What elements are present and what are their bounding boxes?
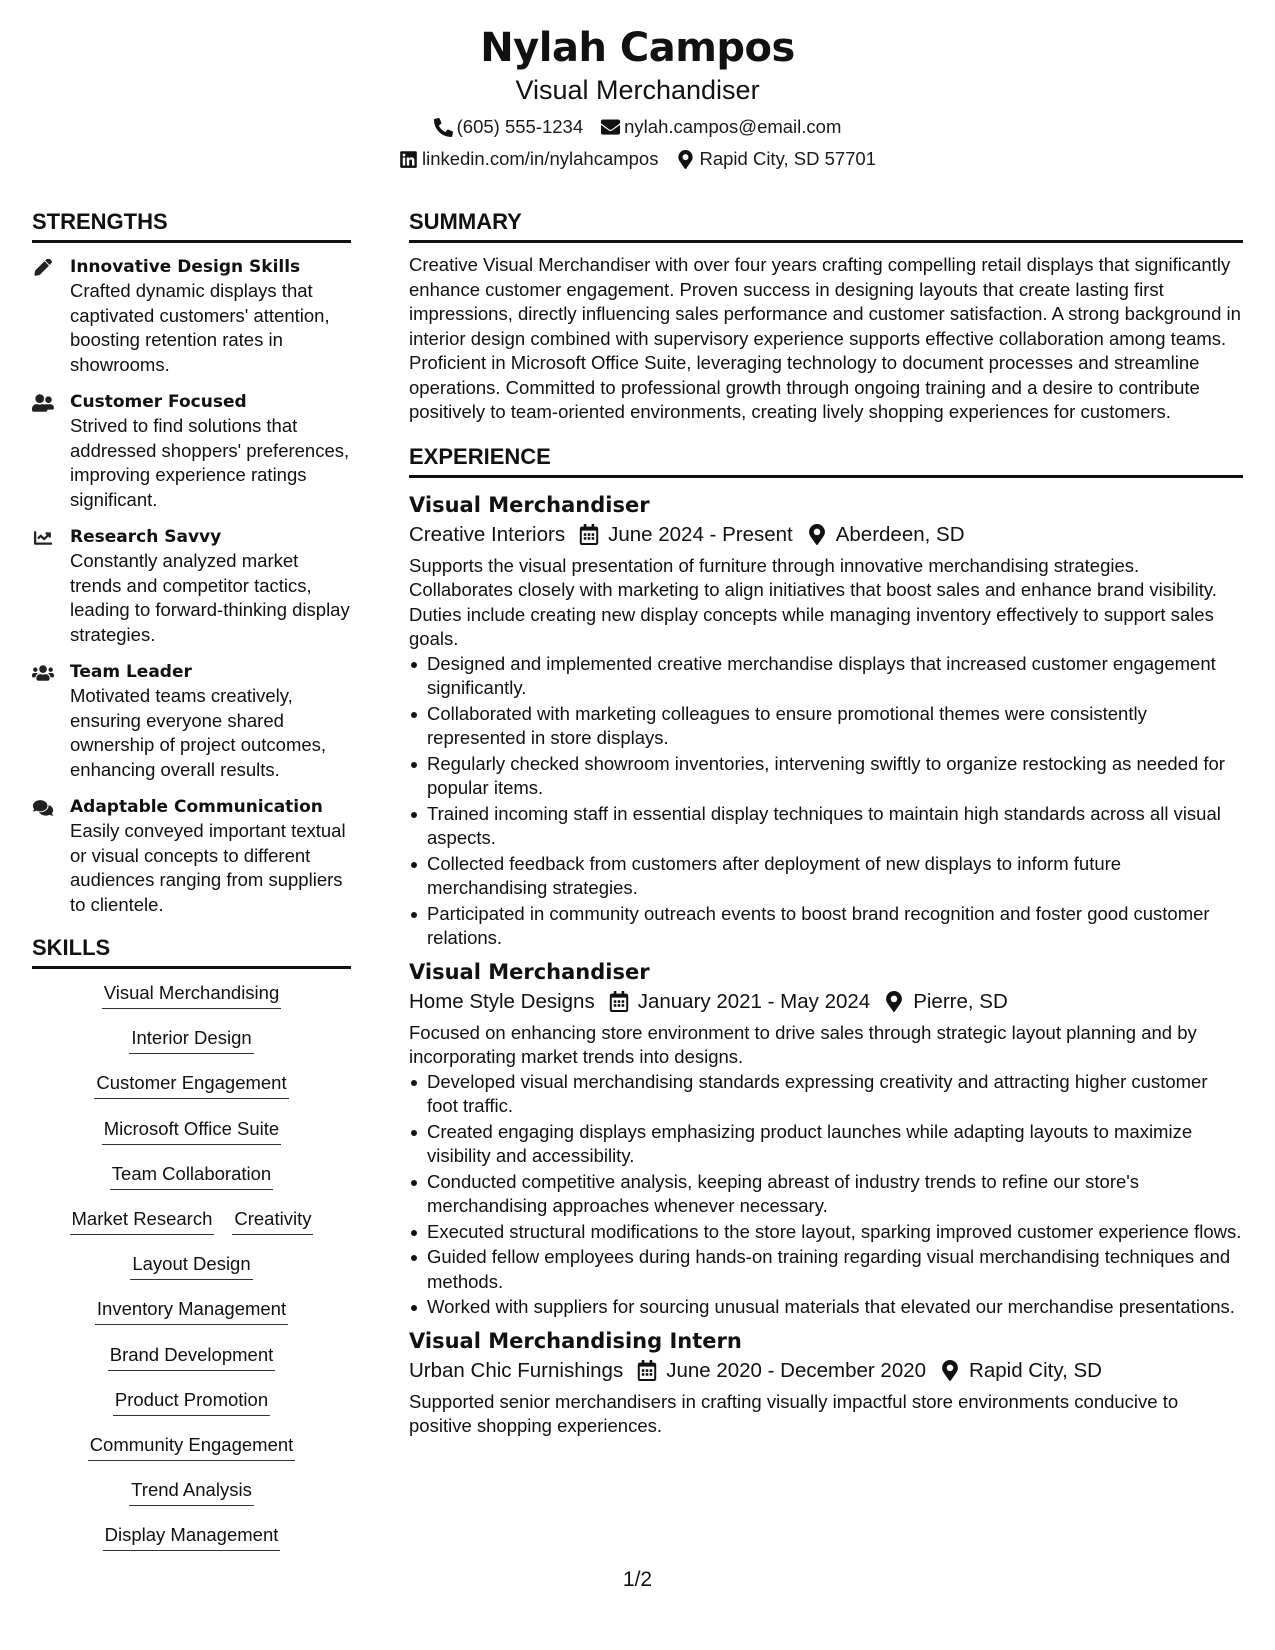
summary-text: Creative Visual Merchandiser with over four years crafting compelling retail displays that significantly enhance customer engagement. Proven success in designing layouts that create lasting first impressions, directly influencing sales performance and customer satisfaction. A strong background in interior design combined with supervisory experience supports effective collaboration among teams. Proficient in Microsoft Office Suite, leveraging technology to document processes and streamline operations. Committed to professional growth through ongoing training and a desire to contribute positively to team-oriented environments, creating lively shopping experiences for customers. bbox=[409, 254, 1241, 422]
strength-desc: Motivated teams creatively, ensuring everyone shared ownership of project outcomes, enhancing overall results. bbox=[70, 685, 327, 780]
candidate-name: Nylah Campos bbox=[480, 25, 795, 71]
contact-row-1 bbox=[0, 116, 1275, 138]
skill-tag: Market Research bbox=[70, 1207, 215, 1235]
strength-desc: Constantly analyzed market trends and competitor tactics, leading to forward-thinking display strategies. bbox=[70, 550, 350, 645]
location-text: Rapid City, SD 57701 bbox=[699, 148, 877, 169]
strength-item bbox=[32, 255, 351, 377]
skill-tag: Creativity bbox=[232, 1207, 313, 1235]
bullet-item: Designed and implemented creative merchandise displays that increased customer engagement significantly. bbox=[409, 652, 1243, 701]
skills-list bbox=[32, 981, 351, 1568]
job-description: Supported senior merchandisers in crafting visually impactful store environments conducive to positive shopping experiences. bbox=[409, 1390, 1179, 1436]
strength-item bbox=[32, 525, 351, 647]
job-description: Supports the visual presentation of furniture through innovative merchandising strategies. Collaborates closely with marketing to align initiatives that boost sales and enhance brand visibility. Duties include creating new display concepts while managing inventory effectively to support sales goals. bbox=[409, 554, 1217, 649]
skill-tag: Microsoft Office Suite bbox=[102, 1117, 281, 1145]
skill-tag: Product Promotion bbox=[113, 1388, 270, 1416]
phone-contact bbox=[434, 116, 584, 138]
resume-header bbox=[0, 22, 1275, 170]
page-number: 1/2 bbox=[622, 1568, 653, 1591]
candidate-title: Visual Merchandiser bbox=[515, 75, 760, 105]
pencil-icon bbox=[32, 255, 70, 377]
strength-item bbox=[32, 795, 351, 917]
job-title: Visual Merchandiser bbox=[409, 959, 650, 984]
strength-title: Innovative Design Skills bbox=[70, 257, 301, 277]
strength-item bbox=[32, 660, 351, 782]
job-location: Rapid City, SD bbox=[969, 1358, 1102, 1382]
job-dates: January 2021 - May 2024 bbox=[637, 989, 871, 1013]
strength-title: Research Savvy bbox=[70, 527, 222, 547]
job-entry bbox=[409, 1326, 1243, 1439]
job-meta bbox=[409, 987, 1243, 1017]
summary-heading: SUMMARY bbox=[409, 204, 1243, 243]
calendar-icon bbox=[637, 1360, 657, 1381]
skill-tag: Visual Merchandising bbox=[102, 981, 282, 1009]
bullet-item: Executed structural modifications to the store layout, sparking improved customer experience flows. bbox=[409, 1220, 1243, 1245]
skill-tag: Customer Engagement bbox=[94, 1071, 288, 1099]
skill-tag: Display Management bbox=[103, 1523, 281, 1551]
strength-desc: Easily conveyed important textual or visual concepts to different audiences ranging from suppliers to clientele. bbox=[70, 820, 346, 915]
bullet-item: Developed visual merchandising standards expressing creativity and attracting higher customer foot traffic. bbox=[409, 1070, 1243, 1119]
bullet-item: Collected feedback from customers after deployment of new displays to inform future merchandising strategies. bbox=[409, 852, 1243, 901]
job-dates: June 2024 - Present bbox=[608, 522, 793, 546]
team-icon bbox=[32, 660, 70, 782]
calendar-icon bbox=[609, 991, 629, 1012]
job-meta bbox=[409, 1356, 1243, 1386]
skill-tag: Interior Design bbox=[129, 1026, 253, 1054]
strength-title: Adaptable Communication bbox=[70, 797, 323, 817]
bullet-item: Created engaging displays emphasizing product launches while adapting layouts to maximize visibility and accessibility. bbox=[409, 1120, 1243, 1169]
contact-row-2 bbox=[0, 148, 1275, 170]
job-location: Aberdeen, SD bbox=[835, 522, 965, 546]
bullet-item: Collaborated with marketing colleagues to ensure promotional themes were consistently represented in store displays. bbox=[409, 702, 1243, 751]
job-entry bbox=[409, 957, 1243, 1320]
right-column bbox=[409, 204, 1243, 1445]
job-bullets bbox=[409, 652, 1243, 951]
skills-heading: SKILLS bbox=[32, 930, 351, 969]
bullet-item: Worked with suppliers for sourcing unusual materials that elevated our merchandise presentations. bbox=[409, 1295, 1243, 1320]
job-description: Focused on enhancing store environment to drive sales through strategic layout planning and by incorporating market trends into designs. bbox=[409, 1021, 1197, 1067]
email-text: nylah.campos@email.com bbox=[624, 116, 842, 137]
skill-tag: Inventory Management bbox=[95, 1297, 288, 1325]
users-icon bbox=[32, 390, 70, 512]
email-contact[interactable] bbox=[601, 116, 841, 138]
strength-desc: Crafted dynamic displays that captivated customers' attention, boosting retention rates in showrooms. bbox=[70, 280, 330, 375]
strength-title: Customer Focused bbox=[70, 392, 247, 412]
map-marker-icon bbox=[807, 524, 827, 545]
job-company: Home Style Designs bbox=[409, 989, 595, 1013]
map-marker-icon bbox=[940, 1360, 960, 1381]
skill-tag: Team Collaboration bbox=[110, 1162, 273, 1190]
job-title: Visual Merchandiser bbox=[409, 492, 650, 517]
linkedin-icon bbox=[399, 150, 418, 169]
skill-tag: Brand Development bbox=[108, 1343, 276, 1371]
job-location: Pierre, SD bbox=[913, 989, 1008, 1013]
comments-icon bbox=[32, 795, 70, 917]
skill-tag: Community Engagement bbox=[88, 1433, 296, 1461]
calendar-icon bbox=[579, 524, 599, 545]
job-bullets bbox=[409, 1070, 1243, 1320]
skill-tag: Layout Design bbox=[130, 1252, 252, 1280]
left-column bbox=[32, 204, 351, 1568]
job-company: Urban Chic Furnishings bbox=[409, 1358, 624, 1382]
strength-desc: Strived to find solutions that addressed shoppers' preferences, improving experience ratings significant. bbox=[70, 415, 350, 510]
job-dates: June 2020 - December 2020 bbox=[666, 1358, 927, 1382]
job-title: Visual Merchandising Intern bbox=[409, 1328, 742, 1353]
bullet-item: Regularly checked showroom inventories, intervening swiftly to organize restocking as needed for popular items. bbox=[409, 752, 1243, 801]
strength-title: Team Leader bbox=[70, 662, 192, 682]
map-marker-icon bbox=[676, 150, 695, 169]
linkedin-text: linkedin.com/in/nylahcampos bbox=[421, 148, 659, 169]
skill-tag: Trend Analysis bbox=[129, 1478, 254, 1506]
bullet-item: Guided fellow employees during hands-on training regarding visual merchandising techniques and methods. bbox=[409, 1245, 1243, 1294]
strengths-heading: STRENGTHS bbox=[32, 204, 351, 243]
bullet-item: Participated in community outreach events to boost brand recognition and foster good customer relations. bbox=[409, 902, 1243, 951]
bullet-item: Trained incoming staff in essential display techniques to maintain high standards across all visual aspects. bbox=[409, 802, 1243, 851]
location-contact bbox=[676, 148, 876, 170]
phone-text: (605) 555-1234 bbox=[456, 116, 584, 137]
job-entry bbox=[409, 490, 1243, 951]
chart-line-icon bbox=[32, 525, 70, 647]
linkedin-contact[interactable] bbox=[399, 148, 659, 170]
bullet-item: Conducted competitive analysis, keeping abreast of industry trends to refine our store's merchandising approaches whenever necessary. bbox=[409, 1170, 1243, 1219]
experience-heading: EXPERIENCE bbox=[409, 439, 1243, 478]
job-company: Creative Interiors bbox=[409, 522, 566, 546]
envelope-icon bbox=[601, 118, 620, 137]
phone-icon bbox=[434, 118, 453, 137]
map-marker-icon bbox=[884, 991, 904, 1012]
job-meta bbox=[409, 520, 1243, 550]
strength-item bbox=[32, 390, 351, 512]
